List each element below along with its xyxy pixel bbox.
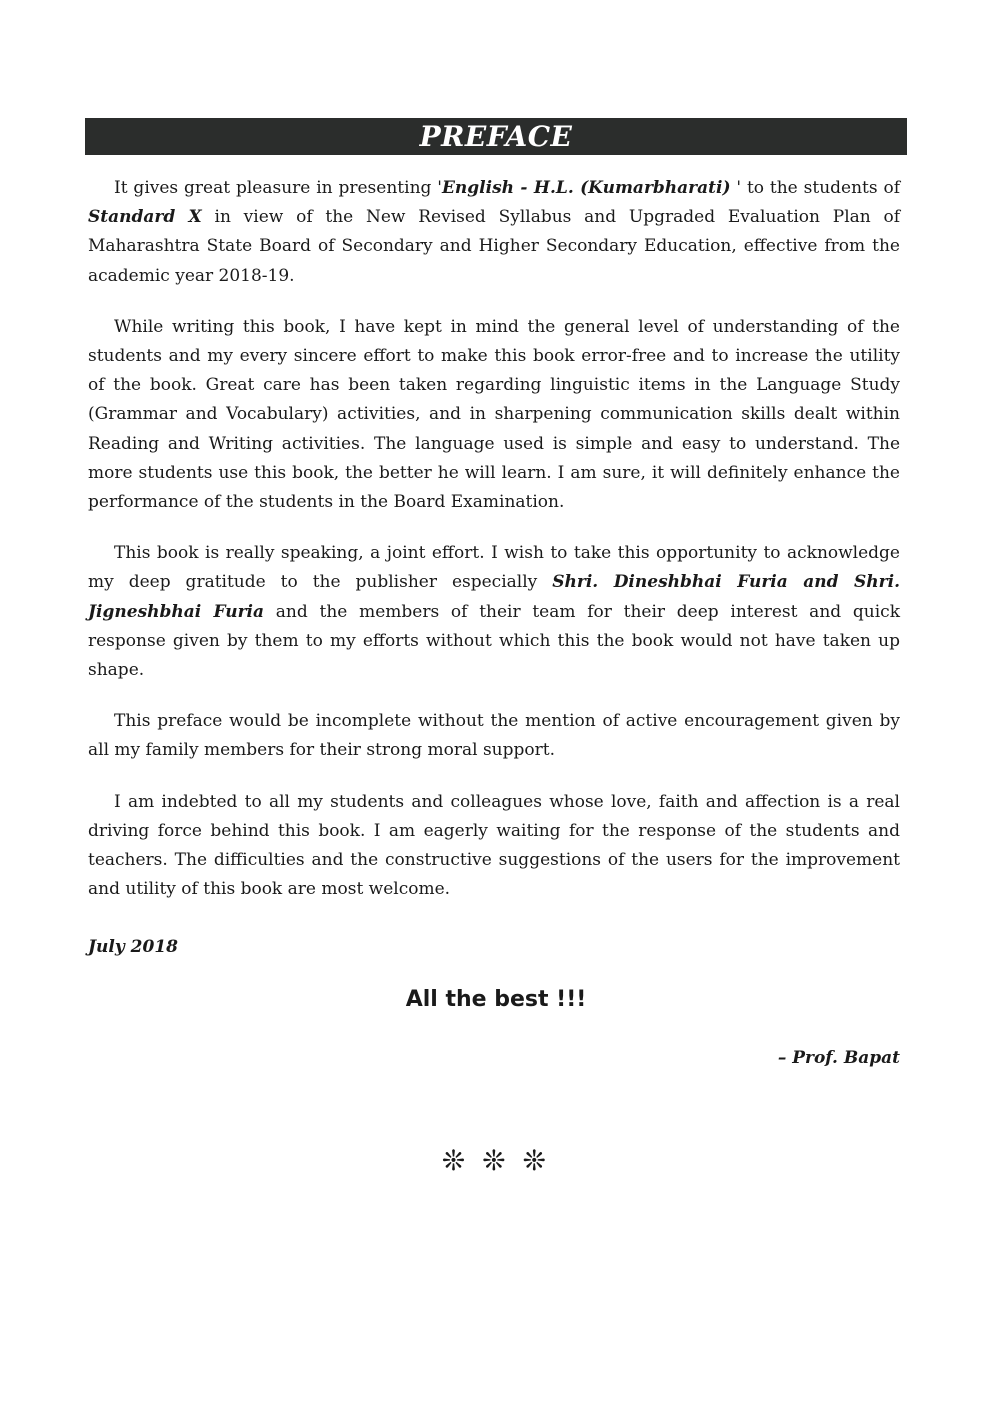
paragraph-family: This preface would be incomplete without the mention of active encouragement given by all my family members for their strong moral support.: [88, 711, 900, 761]
paragraph-intro: [88, 174, 900, 291]
asterism-ornament-icon: ❊ ❊ ❊: [441, 1144, 551, 1177]
paragraph-text: ' to the students of: [730, 178, 900, 198]
paragraph-purpose: While writing this book, I have kept in mind the general level of understanding of the students and my every sincere effort to make this book error-free and to increase the utility of the book. Great care has been taken regarding linguistic items in the Language Study (Grammar and Vocabulary) activities, and in sharpening communication skills dealt within Reading and Writing activities. The language used is simple and easy to understand. The more students use this book, the better he will learn. I am sure, it will definitely enhance the performance of the students in the Board Examination.: [88, 316, 900, 513]
paragraph-text: in view of the New Revised Syllabus and Upgraded Evaluation Plan of Maharashtra State Board of Secondary and Higher Secondary Education, effective from the academic year 2018-19.: [88, 207, 901, 286]
paragraph-text: This book is really speaking, a joint effort. I wish to take this opportunity to acknowledge my deep gratitude to the publisher especially: [88, 543, 900, 593]
preface-body: [88, 174, 900, 926]
paragraph-acknowledgement: [88, 539, 900, 685]
closing-wish: All the best !!!: [405, 987, 587, 1012]
book-title: English - H.L. (Kumarbharati): [441, 178, 731, 198]
paragraph-text: and the members of their team for their deep interest and quick response given by them to my efforts without which this the book would not have taken up shape.: [88, 601, 900, 681]
publisher-names: Shri. Dineshbhai Furia and Shri. Jigneshbhai Furia: [88, 572, 900, 622]
page-title: PREFACE: [85, 118, 907, 155]
preface-date: July 2018: [88, 937, 178, 957]
author-signature: – Prof. Bapat: [777, 1048, 900, 1068]
paragraph-text: It gives great pleasure in presenting ': [114, 178, 442, 198]
paragraph-students: I am indebted to all my students and colleagues whose love, faith and affection is a real driving force behind this book. I am eagerly waiting for the response of the students and teachers. The difficulties and the constructive suggestions of the users for the improvement and utility of this book are most welcome.: [88, 791, 900, 900]
standard-name: Standard X: [88, 207, 202, 228]
